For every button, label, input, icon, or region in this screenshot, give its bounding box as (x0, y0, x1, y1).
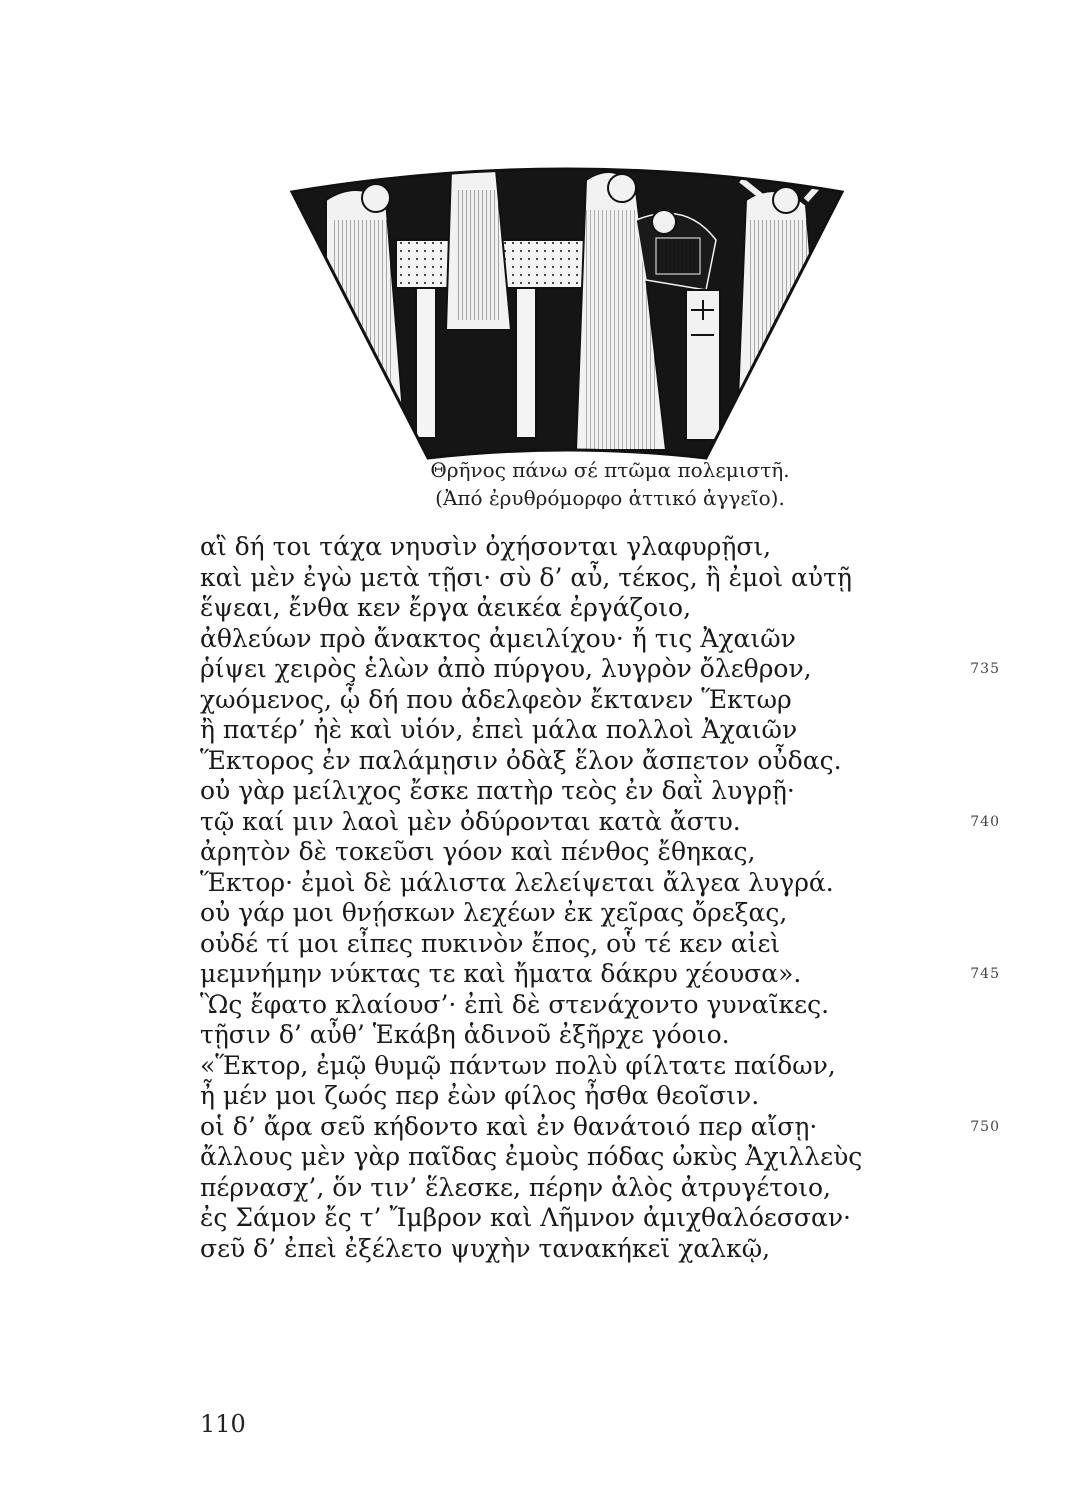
verse-line: «Ἕκτορ, ἐμῷ θυμῷ πάντων πολὺ φίλτατε παίδων, (200, 1050, 836, 1080)
verse-line: τῇσιν δ’ αὖθ’ Ἑκάβη ἁδινοῦ ἐξῆρχε γόοιο. (200, 1020, 730, 1049)
verse-line: χωόμενος, ᾧ δή που ἀδελφεὸν ἔκτανεν Ἕκτωρ (200, 684, 792, 714)
line-number: 740 (970, 813, 1000, 830)
vase-painting-illustration (286, 160, 848, 460)
verse-line: οὐ γὰρ μείλιχος ἔσκε πατὴρ τεὸς ἐν δαῒ λυγρῇ· (200, 776, 795, 805)
verse-line: οὐδέ τί μοι εἶπες πυκινὸν ἔπος, οὗ τέ κεν αἰεὶ (200, 928, 781, 958)
verse-block (200, 532, 1000, 1264)
verse-line: οἱ δ’ ἄρα σεῦ κήδοντο καὶ ἐν θανάτοιό περ αἴσῃ· 750 (200, 1111, 1000, 1141)
verse-line: ἀρητὸν δὲ τοκεῦσι γόον καὶ πένθος ἔθηκας, (200, 837, 756, 866)
verse-line: σεῦ δ’ ἐπεὶ ἐξέλετο ψυχὴν τανακήκεϊ χαλκῷ, (200, 1233, 771, 1263)
verse-line: αἳ δή τοι τάχα νηυσὶν ὀχήσονται γλαφυρῇσι, (200, 532, 772, 561)
figure-caption-line-1: Θρῆνος πάνω σέ πτῶμα πολεμιστῆ. (430, 458, 790, 482)
line-number: 745 (970, 966, 1000, 982)
verse-line: Ὣς ἔφατο κλαίουσ’· ἐπὶ δὲ στενάχοντο γυναῖκες. (200, 989, 830, 1019)
verse-line: ἕψεαι, ἔνθα κεν ἔργα ἀεικέα ἐργάζοιο, (200, 593, 692, 622)
page-number: 110 (200, 1410, 246, 1438)
verse-line: ἦ μέν μοι ζωός περ ἐὼν φίλος ἦσθα θεοῖσιν. (200, 1081, 760, 1110)
verse-line: ἐς Σάμον ἔς τ’ Ἴμβρον καὶ Λῆμνον ἀμιχθαλόεσσαν· (200, 1203, 851, 1232)
verse-line: Ἕκτορος ἐν παλάμῃσιν ὀδὰξ ἕλον ἄσπετον οὖδας. (200, 745, 842, 775)
verse-line: ἢ πατέρ’ ἠὲ καὶ υἱόν, ἐπεὶ μάλα πολλοὶ Ἀχαιῶν (200, 715, 798, 744)
line-number: 750 (970, 1118, 1000, 1135)
verse-line: καὶ μὲν ἐγὼ μετὰ τῇσι· σὺ δ’ αὖ, τέκος, ἢ ἐμοὶ αὐτῇ (200, 562, 852, 592)
verse-line: τῷ καί μιν λαοὶ μὲν ὀδύρονται κατὰ ἄστυ. 740 (200, 806, 1000, 836)
figure-caption-line-2: (Ἀπό ἐρυθρόμορφο ἀττικό ἀγγεῖο). (435, 486, 785, 510)
verse-line: ῥίψει χειρὸς ἑλὼν ἀπὸ πύργου, λυγρὸν ὄλεθρον, 735 (200, 654, 1000, 683)
verse-line: Ἕκτορ· ἐμοὶ δὲ μάλιστα λελείψεται ἄλγεα λυγρά. (200, 867, 834, 897)
verse-line: μεμνήμην νύκτας τε καὶ ἤματα δάκρυ χέουσα». 745 (200, 959, 1000, 988)
verse-line: οὐ γάρ μοι θνῄσκων λεχέων ἐκ χεῖρας ὄρεξας, (200, 898, 788, 927)
verse-line: ἄλλους μὲν γὰρ παῖδας ἐμοὺς πόδας ὠκὺς Ἀχιλλεὺς (200, 1142, 863, 1171)
verse-line: ἀθλεύων πρὸ ἄνακτος ἀμειλίχου· ἤ τις Ἀχαιῶν (200, 623, 796, 653)
verse-line: πέρνασχ’, ὅν τιν’ ἕλεσκε, πέρην ἁλὸς ἀτρυγέτοιο, (200, 1172, 831, 1202)
line-number: 735 (970, 661, 1000, 677)
